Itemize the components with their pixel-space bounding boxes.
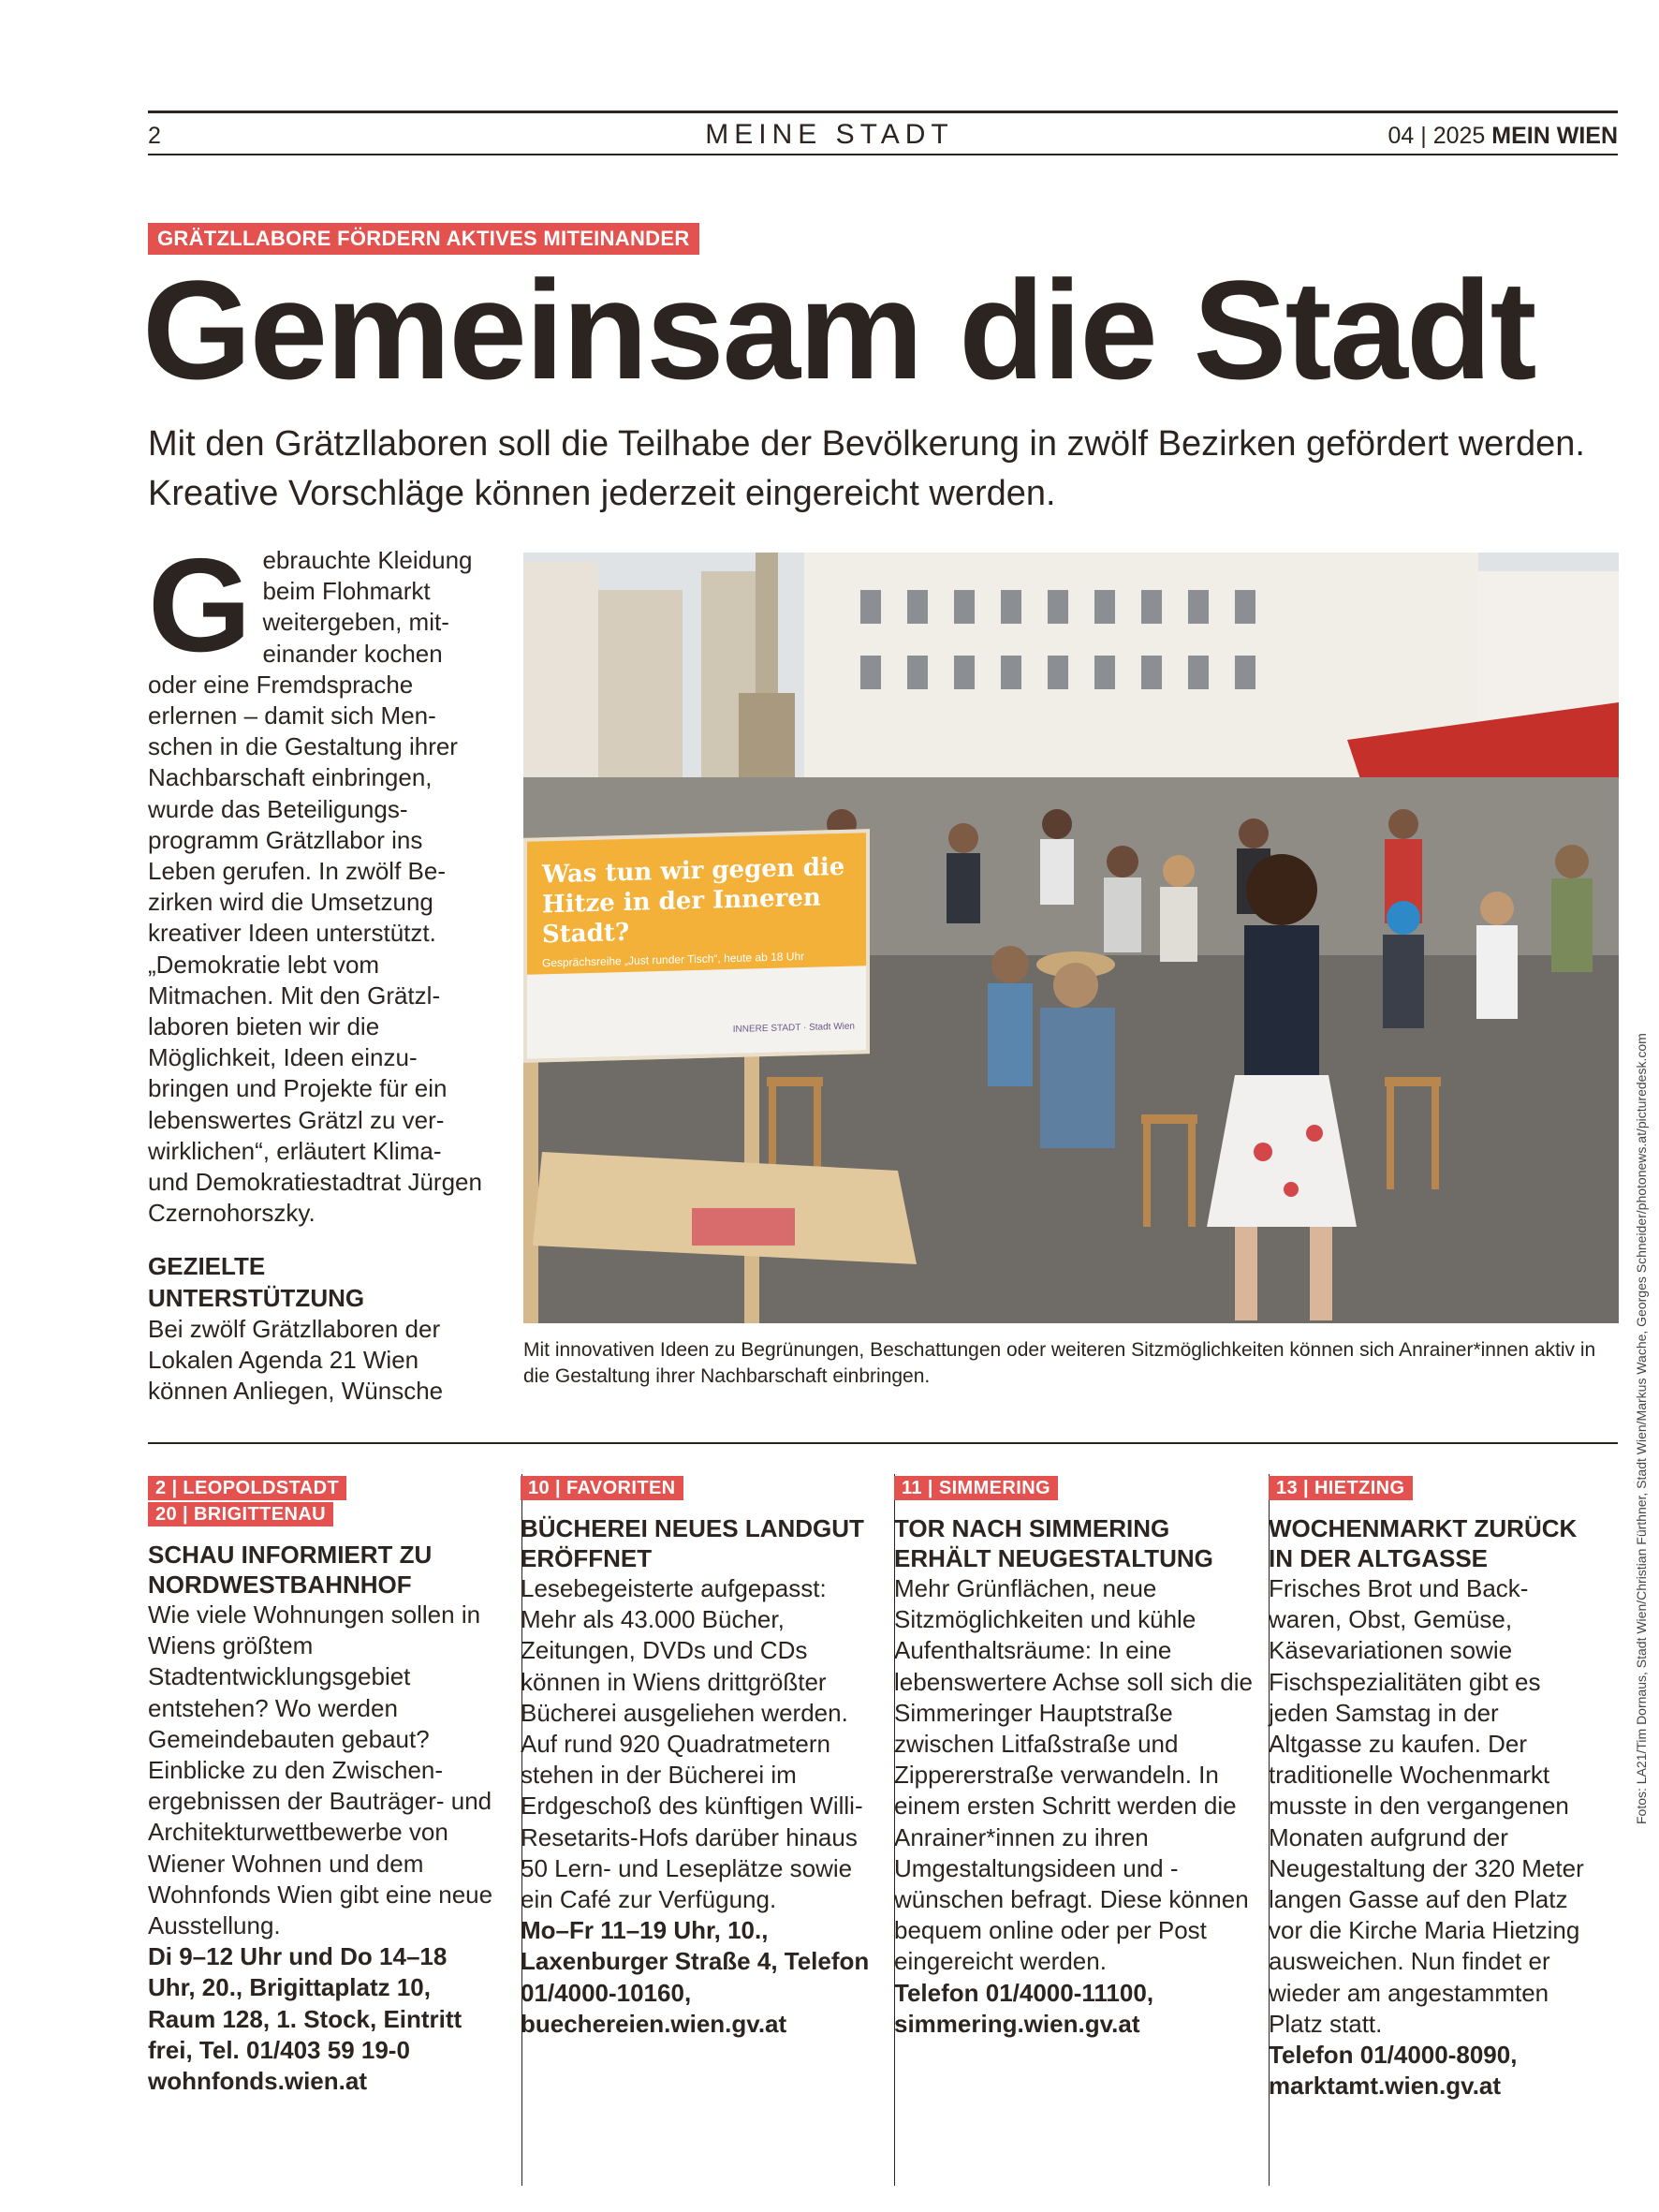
news-title: SCHAU INFORMIERT ZU NORDWESTBAHNHOF	[148, 1541, 433, 1599]
news-column-simmering	[894, 1474, 1255, 2040]
intro-body: ebrauchte Kleidung beim Flohmarkt weitergeben, miteinander kochen oder eine Fremdsprache erlernen – damit sich Menschen in die Gestaltung ihrer Nachbarschaft einbringen, wurde das Beteiligungsprogramm Grätzllabor ins Leben gerufen. In zwölf Bezirken wird die Umsetzung kreativer Ideen unterstützt. „Demokratie lebt vom Mitmachen. Mit den Grätzllaboren bieten wir die Möglichkeit, Ideen einzubringen und Projekte für ein lebenswertes Grätzl zu verwirklichen“, erläutert Klima- und Demokratiestadtrat Jürgen Czernohorszky.	[148, 546, 482, 1228]
banner-logo: INNERE STADT · Stadt Wien	[732, 1021, 855, 1035]
article-photo	[523, 553, 1619, 1323]
kicker-label: GRÄTZLLABORE FÖRDERN AKTIVES MITEINANDER	[148, 223, 699, 255]
district-tags	[148, 1474, 494, 1526]
issue-number: 04 | 2025	[1387, 123, 1486, 149]
news-info: Telefon 01/4000-8090, marktamt.wien.gv.at	[1269, 2041, 1518, 2101]
district-tag: 2 | LEOPOLDSTADT	[148, 1476, 346, 1500]
banner	[523, 829, 870, 1063]
section-divider	[148, 1442, 1618, 1444]
district-tag: 11 | SIMMERING	[894, 1476, 1058, 1500]
news-info: Telefon 01/4000-11100, simmering.wien.gv.at	[894, 1978, 1154, 2038]
header-rule-bottom	[148, 154, 1618, 155]
banner-footer	[527, 966, 866, 1058]
district-tags	[894, 1474, 1255, 1500]
photo-caption: Mit innovativen Ideen zu Begrünungen, Beschattungen oder weiteren Sitzmöglichkeiten können sich Anrainer*innen aktiv in die Gestaltung ihrer Nachbarschaft einbringen.	[523, 1339, 1596, 1387]
district-tags	[1269, 1474, 1592, 1500]
sub-body: Bei zwölf Grätzllaboren der Lokalen Agenda 21 Wien können Anliegen, Wünsche	[148, 1314, 444, 1406]
news-column-leopoldstadt	[148, 1474, 494, 2097]
page-number: 2	[148, 123, 161, 149]
news-title: BÜCHEREI NEUES LANDGUT ERÖFFNET	[521, 1514, 864, 1572]
banner-title: Was tun wir gegen die Hitze in der Inneren Stadt?	[542, 852, 845, 950]
dropcap: G	[148, 531, 252, 680]
news-body: Wie viele Wohnungen sollen in Wiens größtem Stadtentwicklungsgebiet entstehen? Wo werden Gemeindebauten gebaut? Einblicke zu den Zwischenergebnissen der Bauträger- und Architekturwettbewerbe von Wiener Wohnen und dem Wohnfonds Wien gibt eine neue Ausstellung.	[148, 1600, 493, 1940]
section-title: MEINE STADT	[705, 119, 954, 150]
publication-name: MEIN WIEN	[1491, 123, 1618, 149]
district-tag: 10 | FAVORITEN	[521, 1476, 683, 1500]
intro-column	[148, 531, 485, 1407]
news-column-favoriten	[521, 1474, 874, 2040]
news-info: Di 9–12 Uhr und Do 14–18 Uhr, 20., Brigittaplatz 10, Raum 128, 1. Stock, Eintritt frei, Tel. 01/403 59 19-0 wohnfonds.wien.at	[148, 1942, 462, 2096]
news-body: Mehr Grünflächen, neue Sitzmöglichkeiten und kühle Aufenthaltsräume: In eine lebenswertere Achse soll sich die Simmeringer Hauptstraße zwischen Litfaßstraße und Zippererstraße verwandeln. In einem ersten Schritt werden die Anrainer*innen zu ihren Umgestaltungsideen und -wünschen befragt. Diese können bequem online oder per Post eingereicht werden.	[894, 1574, 1253, 1976]
header-rule-top	[148, 111, 1618, 113]
news-title: TOR NACH SIMMERING ERHÄLT NEUGESTALTUNG	[894, 1514, 1213, 1572]
photo-credits: Fotos: LA21/Tim Dornaus, Stadt Wien/Christian Fürthner, Stadt Wien/Markus Wache, Georges Schneider/photonews.at/picturedesk.com	[1634, 1033, 1649, 1824]
news-title: WOCHENMARKT ZURÜCK IN DER ALTGASSE	[1269, 1514, 1578, 1572]
subheading: GEZIELTE UNTERSTÜTZUNG	[148, 1252, 365, 1312]
issue-info	[1388, 123, 1618, 150]
district-tags	[521, 1474, 874, 1500]
subline: Mit den Grätzllaboren soll die Teilhabe der Bevölkerung in zwölf Bezirken gefördert werden. Kreative Vorschläge können jederzeit eingereicht werden.	[148, 424, 1585, 513]
district-tag: 13 | HIETZING	[1269, 1476, 1413, 1500]
news-body: Frisches Brot und Backwaren, Obst, Gemüse, Käsevariationen sowie Fischspezialitäten gibt es jeden Samstag in der Altgasse zu kaufen. Der traditionelle Wochenmarkt musste in den vergangenen Monaten aufgrund der Neugestaltung der 320 Meter langen Gasse auf den Platz vor die Kirche Maria Hietzing ausweichen. Nun findet er wieder am angestammten Platz statt.	[1269, 1574, 1584, 2038]
news-column-hietzing	[1269, 1474, 1592, 2101]
news-info: Mo–Fr 11–19 Uhr, 10., Laxenburger Straße 4, Telefon 01/4000-10160, buechereien.wien.gv.at	[521, 1916, 870, 2038]
news-body: Lesebegeisterte aufgepasst: Mehr als 43.000 Bücher, Zeitungen, DVDs und CDs können in Wiens drittgrößter Bücherei ausgeliehen werden. Auf rund 920 Quadratmetern stehen in der Bücherei im Erdgeschoß des künftigen Willi-Resetarits-Hofs darüber hinaus 50 Lern- und Leseplätze sowie ein Café zur Verfügung.	[521, 1574, 863, 1914]
banner-subtitle: Gesprächsreihe „Just runder Tisch“, heute ab 18 Uhr	[542, 949, 805, 970]
district-tag: 20 | BRIGITTENAU	[148, 1502, 333, 1526]
headline: Gemeinsam die Stadt	[142, 251, 1535, 408]
